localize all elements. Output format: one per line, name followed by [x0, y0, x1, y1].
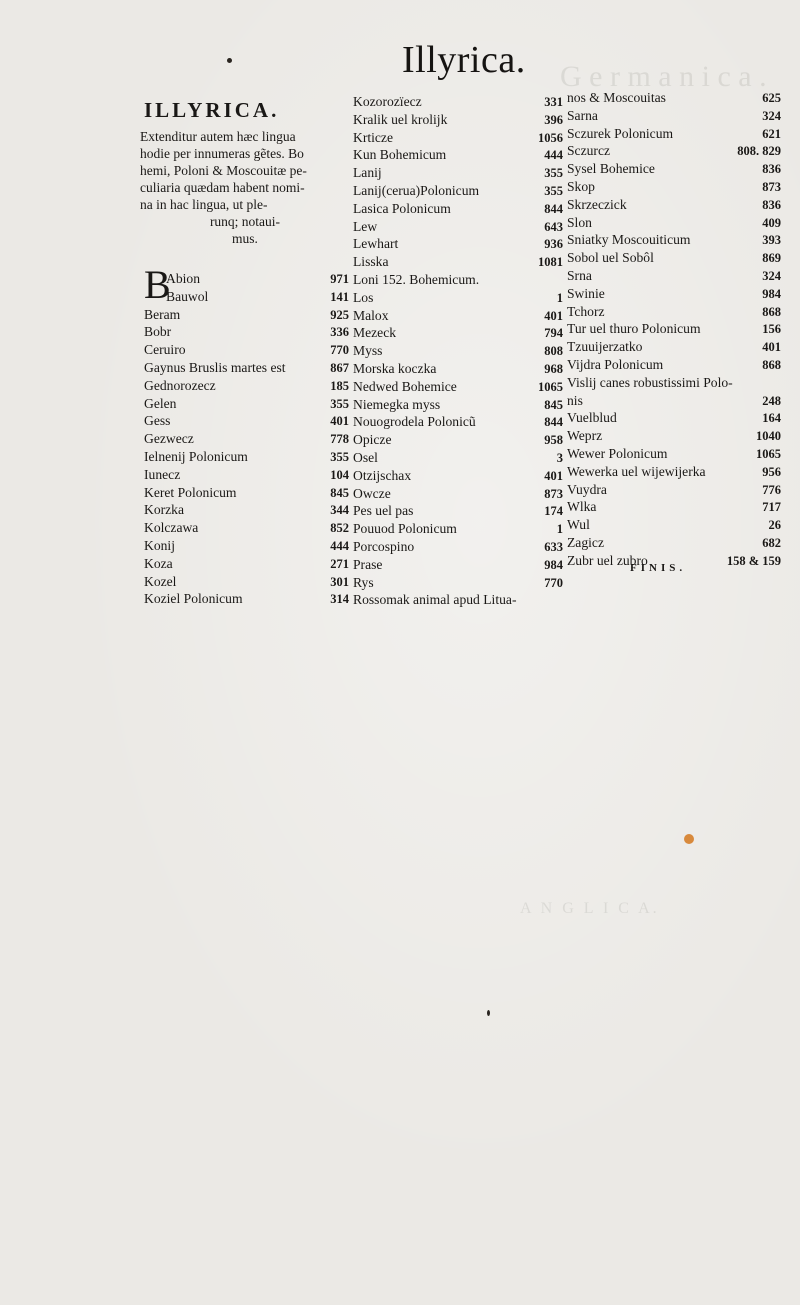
entry-term: Vislij canes robustissimi Polo-: [567, 374, 733, 390]
index-entry: [144, 341, 349, 359]
entry-page-number: 396: [544, 112, 563, 127]
entry-page-number: 682: [762, 535, 781, 550]
index-entry: [567, 392, 781, 410]
entry-term: Osel: [353, 449, 378, 465]
entry-page-number: 336: [330, 325, 349, 340]
entry-term: Gednorozecz: [144, 377, 216, 393]
entry-page-number: 836: [762, 162, 781, 177]
entry-page-number: 301: [330, 574, 349, 589]
finis-mark: FINIS.: [630, 562, 687, 574]
entry-page-number: 3: [556, 450, 563, 465]
index-entry: [144, 323, 349, 341]
entry-page-number: 956: [762, 464, 781, 479]
entry-page-number: 271: [330, 556, 349, 571]
entry-page-number: 1: [556, 290, 563, 305]
entry-term: Sniatky Moscouiticum: [567, 232, 691, 248]
entry-page-number: 867: [330, 360, 349, 375]
entry-page-number: 156: [762, 322, 781, 337]
entry-page-number: 444: [544, 148, 563, 163]
ink-speck: [227, 58, 232, 63]
entry-term: Lisska: [353, 254, 389, 270]
index-entry: [567, 214, 781, 232]
entry-term: Kolczawa: [144, 520, 199, 536]
entry-term: Los: [353, 289, 374, 305]
entry-term: Kozorozïecz: [353, 94, 422, 109]
entry-page-number: 164: [762, 411, 781, 426]
index-entry: [567, 178, 781, 196]
entry-page-number: 409: [762, 215, 781, 230]
entry-term: Bauwol: [166, 288, 209, 304]
entry-page-number: 873: [544, 486, 563, 501]
entry-page-number: 925: [330, 307, 349, 322]
intro-line: hodie per innumeras gẽtes. Bo: [140, 146, 304, 161]
intro-line: na in hac lingua, ut ple-: [140, 197, 268, 212]
entry-term: Rys: [353, 574, 374, 590]
entry-term: Wewer Polonicum: [567, 445, 668, 461]
entry-page-number: 984: [762, 286, 781, 301]
entry-page-number: 968: [544, 361, 563, 376]
intro-line: hemi, Poloni & Moscouitæ pe-: [140, 163, 307, 178]
index-entry: [353, 378, 563, 396]
index-entry: [567, 107, 781, 125]
entry-term: Krticze: [353, 129, 393, 145]
index-entry: [144, 430, 349, 448]
entry-page-number: 776: [762, 482, 781, 497]
entry-page-number: 836: [762, 197, 781, 212]
index-entry: [144, 573, 349, 591]
entry-page-number: 444: [330, 538, 349, 553]
entry-page-number: 868: [762, 304, 781, 319]
entry-term: Koziel Polonicum: [144, 591, 243, 607]
show-through-text: G e r m a n i c a .: [560, 60, 767, 93]
index-column-3: [567, 89, 781, 570]
entry-page-number: 936: [544, 237, 563, 252]
entry-term: Otzijschax: [353, 467, 412, 483]
entry-term: Mezeck: [353, 325, 397, 341]
entry-term: Abion: [166, 271, 200, 286]
entry-term: Zubr uel zubro: [567, 552, 648, 568]
entry-term: Kralik uel krolijk: [353, 111, 448, 127]
entry-page-number: 401: [544, 468, 563, 483]
index-entry: [353, 93, 563, 111]
index-entry: [144, 395, 349, 413]
entry-term: Vuydra: [567, 481, 607, 497]
entry-page-number: 625: [762, 91, 781, 105]
entry-term: Skop: [567, 178, 595, 194]
entry-page-number: 958: [544, 433, 563, 448]
entry-page-number: 808. 829: [737, 144, 781, 159]
index-entry: [567, 125, 781, 143]
index-entry: [144, 537, 349, 555]
entry-page-number: 794: [544, 326, 563, 341]
entry-term: Kun Bohemicum: [353, 147, 447, 163]
entry-page-number: 869: [762, 251, 781, 266]
entry-term: Ceruiro: [144, 342, 186, 358]
index-entry: [353, 324, 563, 342]
entry-page-number: 158 & 159: [726, 553, 781, 568]
entry-term: Keret Polonicum: [144, 484, 237, 500]
entry-term: Iunecz: [144, 466, 181, 482]
entry-page-number: 141: [330, 289, 349, 304]
index-entry: [353, 574, 563, 592]
entry-term: Tchorz: [567, 303, 605, 319]
entry-term: Tur uel thuro Polonicum: [567, 321, 701, 337]
entry-term: Tzuuijerzatko: [567, 339, 643, 355]
index-entry: [567, 89, 781, 107]
entry-term: Owcze: [353, 485, 391, 501]
entry-page-number: 1065: [538, 379, 563, 394]
index-entry: [353, 396, 563, 414]
index-entry: [567, 196, 781, 214]
entry-term: Morska koczka: [353, 360, 437, 376]
index-entry: [567, 445, 781, 463]
index-entry: [353, 502, 563, 520]
index-entry: [353, 129, 563, 147]
entry-page-number: 185: [330, 378, 349, 393]
entry-page-number: 643: [544, 219, 563, 234]
entry-term: Gelen: [144, 395, 177, 411]
index-entry: [353, 235, 563, 253]
entry-page-number: 633: [544, 539, 563, 554]
index-entry: [567, 320, 781, 338]
index-entry: [353, 111, 563, 129]
entry-page-number: 1056: [538, 130, 563, 145]
entry-page-number: 984: [544, 557, 563, 572]
entry-page-number: 324: [762, 108, 781, 123]
index-entry: [353, 591, 563, 609]
index-entry: [353, 449, 563, 467]
index-entry: [353, 431, 563, 449]
entry-term: Weprz: [567, 428, 603, 444]
entry-page-number: 770: [330, 343, 349, 358]
entry-page-number: 621: [762, 126, 781, 141]
index-entry: [353, 556, 563, 574]
entry-term: Opicze: [353, 432, 392, 448]
index-entry: [567, 160, 781, 178]
entry-term: Wewerka uel wijewijerka: [567, 463, 706, 479]
entry-term: Sczurcz: [567, 143, 611, 159]
index-entry: [353, 307, 563, 325]
entry-page-number: 778: [330, 432, 349, 447]
entry-page-number: 845: [330, 485, 349, 500]
index-entry: [567, 463, 781, 481]
index-entry: [567, 249, 781, 267]
ink-speck: [487, 1010, 490, 1016]
entry-page-number: 401: [330, 414, 349, 429]
entry-term: Lasica Polonicum: [353, 200, 451, 216]
index-entry: [144, 288, 349, 306]
entry-term: nos & Moscouitas: [567, 90, 666, 105]
entry-term: Lanij: [353, 165, 382, 181]
entry-term: Slon: [567, 214, 592, 230]
intro-paragraph: [140, 128, 350, 247]
index-entry: [353, 289, 563, 307]
entry-term: Vuelblud: [567, 410, 617, 426]
entry-term: Gaynus Bruslis martes est: [144, 359, 286, 375]
entry-term: Sobol uel Sobôl: [567, 250, 654, 266]
entry-term: Zagicz: [567, 534, 604, 550]
index-entry: [144, 519, 349, 537]
index-entry: [353, 485, 563, 503]
entry-term: Nouogrodela Polonicũ: [353, 414, 476, 430]
entry-term: Gezwecz: [144, 431, 194, 447]
entry-term: Nedwed Bohemice: [353, 378, 457, 394]
index-entry: [353, 164, 563, 182]
stain-spot: [684, 834, 694, 844]
index-entry: [567, 285, 781, 303]
entry-term: Prase: [353, 556, 383, 572]
index-entry: [353, 218, 563, 236]
entry-page-number: 873: [762, 179, 781, 194]
entry-page-number: 845: [544, 397, 563, 412]
entry-term: nis: [567, 392, 583, 408]
entry-term: Lewhart: [353, 236, 399, 252]
index-entry: [144, 377, 349, 395]
entry-term: Lew: [353, 218, 378, 234]
entry-page-number: 104: [330, 467, 349, 482]
index-column-1: [144, 270, 349, 608]
intro-line: Extenditur autem hæc lingua: [140, 129, 296, 144]
index-entry: [353, 146, 563, 164]
index-entry: [144, 484, 349, 502]
index-column-2: [353, 93, 563, 609]
index-entry: [567, 267, 781, 285]
entry-term: Srna: [567, 267, 592, 283]
index-entry: [353, 182, 563, 200]
entry-page-number: 717: [762, 500, 781, 515]
entry-page-number: 971: [330, 272, 349, 286]
index-entry: [567, 534, 781, 552]
entry-page-number: 324: [762, 268, 781, 283]
index-entry: [567, 142, 781, 160]
entry-page-number: 1065: [756, 446, 781, 461]
entry-term: Beram: [144, 306, 181, 322]
entry-page-number: 1: [556, 522, 563, 537]
index-entry: [567, 516, 781, 534]
intro-line: mus.: [232, 231, 258, 246]
entry-term: Vijdra Polonicum: [567, 356, 664, 372]
entry-term: Pouuod Polonicum: [353, 521, 457, 537]
index-entry: [567, 409, 781, 427]
entry-page-number: 331: [544, 95, 563, 109]
entry-term: Pes uel pas: [353, 503, 414, 519]
entry-page-number: 314: [330, 592, 349, 607]
entry-page-number: 1040: [756, 429, 781, 444]
index-entry: [567, 338, 781, 356]
entry-term: Malox: [353, 307, 389, 323]
index-entry: [144, 555, 349, 573]
entry-page-number: 26: [768, 518, 781, 533]
entry-page-number: 868: [762, 357, 781, 372]
index-entry: [353, 271, 563, 289]
index-entry: [144, 412, 349, 430]
index-entry: [567, 374, 781, 392]
index-entry: [567, 231, 781, 249]
entry-page-number: 844: [544, 415, 563, 430]
entry-term: Swinie: [567, 285, 605, 301]
entry-page-number: 174: [544, 504, 563, 519]
index-entry: [567, 303, 781, 321]
entry-term: Loni 152. Bohemicum.: [353, 271, 480, 287]
entry-page-number: 248: [762, 393, 781, 408]
index-entry: [353, 520, 563, 538]
index-entry: [144, 466, 349, 484]
section-title: ILLYRICA.: [144, 98, 280, 122]
entry-term: Gess: [144, 413, 171, 429]
index-entry: [144, 359, 349, 377]
entry-term: Korzka: [144, 502, 185, 518]
intro-line: culiaria quædam habent nomi-: [140, 180, 305, 195]
entry-page-number: 355: [330, 449, 349, 464]
entry-term: Wul: [567, 517, 590, 533]
index-entry: [144, 501, 349, 519]
entry-term: Rossomak animal apud Litua-: [353, 592, 517, 608]
entry-term: Sysel Bohemice: [567, 161, 655, 177]
index-entry: [353, 360, 563, 378]
entry-term: Skrzeczick: [567, 196, 627, 212]
index-entry: [567, 356, 781, 374]
entry-term: Bobr: [144, 324, 172, 340]
index-entry: [353, 538, 563, 556]
entry-page-number: 770: [544, 575, 563, 590]
entry-page-number: 808: [544, 344, 563, 359]
entry-term: Koza: [144, 555, 173, 571]
intro-line: runq; notaui-: [209, 214, 281, 229]
entry-page-number: 355: [544, 183, 563, 198]
entry-term: Kozel: [144, 573, 177, 589]
index-entry: [353, 467, 563, 485]
entry-page-number: 844: [544, 201, 563, 216]
entry-term: Wlka: [567, 499, 597, 515]
running-head: Illyrica.: [402, 39, 526, 81]
index-entry: [144, 306, 349, 324]
entry-term: Myss: [353, 343, 383, 359]
index-entry: [567, 481, 781, 499]
entry-term: Ielnenij Polonicum: [144, 448, 248, 464]
show-through-heading: A N G L I C A.: [520, 900, 660, 917]
entry-term: Sarna: [567, 107, 598, 123]
entry-term: Lanij(cerua)Polonicum: [353, 182, 480, 198]
entry-page-number: 1081: [538, 255, 563, 270]
entry-page-number: 344: [330, 503, 349, 518]
entry-page-number: 852: [330, 521, 349, 536]
drop-cap: B: [144, 262, 171, 307]
index-entry: [353, 342, 563, 360]
index-entry: [144, 448, 349, 466]
index-entry: [144, 590, 349, 608]
index-entry: [353, 413, 563, 431]
entry-page-number: 355: [330, 396, 349, 411]
entry-page-number: 355: [544, 166, 563, 181]
entry-term: Porcospino: [353, 538, 415, 554]
entry-term: Niemegka myss: [353, 396, 441, 412]
entry-term: Konij: [144, 537, 175, 553]
index-entry: [353, 253, 563, 271]
entry-page-number: 401: [544, 308, 563, 323]
index-entry: [353, 200, 563, 218]
index-entry: [144, 270, 349, 288]
entry-term: Sczurek Polonicum: [567, 125, 674, 141]
entry-page-number: 393: [762, 233, 781, 248]
index-entry: [567, 498, 781, 516]
entry-page-number: 401: [762, 340, 781, 355]
index-entry: [567, 427, 781, 445]
